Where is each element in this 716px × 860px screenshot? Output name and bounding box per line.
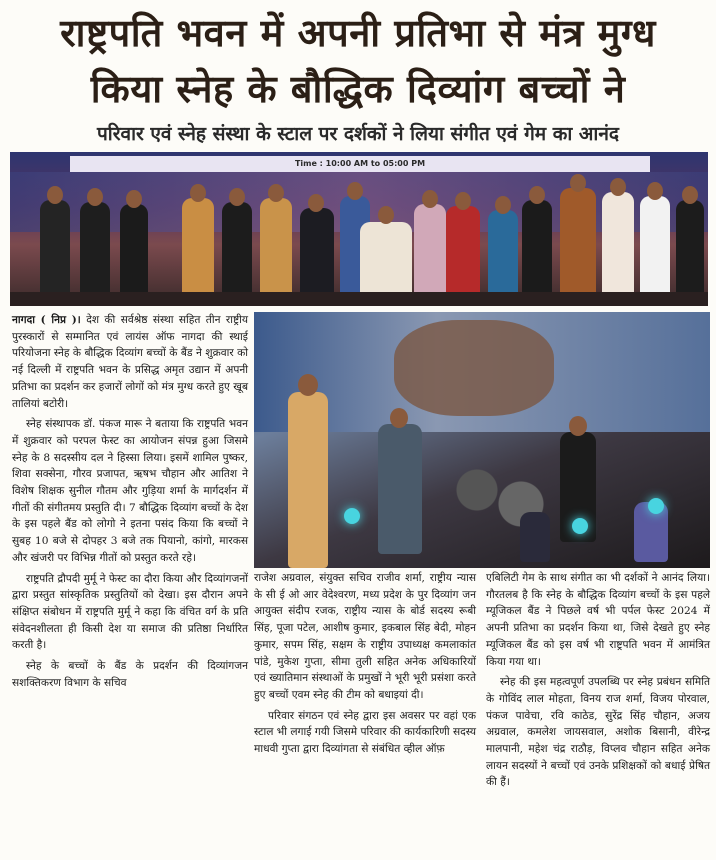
person-head [569, 416, 587, 436]
headline-line-1: राष्ट्रपति भवन में अपनी प्रतिभा से मंत्र मुग्ध [60, 11, 656, 55]
woman-performer [378, 424, 422, 554]
stage-floor [10, 292, 708, 306]
person-head [495, 196, 511, 214]
person [80, 202, 110, 300]
stage-light [648, 498, 664, 514]
article-column-1 [12, 312, 248, 695]
stage-light [572, 518, 588, 534]
person [640, 196, 670, 300]
paragraph-text: देश की सर्वश्रेष्ठ संस्था सहित तीन राष्ट्रीय पुरस्कारों से सम्मानित एवं लायंस ऑफ नागदा की स्थाई परियोजना स्नेह के बौद्धिक दिव्यांग बच्चों के बैंड ने शुक्रवार को नई दिल्ली में राष्ट्रपति भवन के प्रसिद्ध अमृत उद्यान में अपनी प्रतिभा का प्रदर्शन कर हजारों लोगों को मंत्र मुग्ध करते हुए खूब तालियां बटोरी। [12, 314, 249, 410]
paragraph: स्नेह संस्थापक डॉ. पंकज मारू ने बताया कि राष्ट्रपति भवन में शुक्रवार को परपल फेस्ट का आयोजन संपन्न हुआ जिसमे स्नेह के 8 सदस्सीय दल ने हिस्सा लिया। इसमें शामिल पुष्कर, शिवा सक्सेना, गौरव प्रजापत, ऋषभ चौहान और आतिश ने विशेष शिक्षक सुनील गौतम और गुड़िया शर्मा के मार्गदर्शन में गीतों की संगीतमय प्रस्तुति दी। 7 बौद्धिक दिव्यांग बच्चों के देश के इस पहले बैंड को लोगो ने इतना पसंद किया कि बच्चों ने सुबह 10 बजे से दोपहर 3 बजे तक पियानो, कांगो, मारकस और खंजरी पर विभिन्न गीतों को प्रस्तुत करते रहे। [12, 418, 248, 564]
screen-face [394, 320, 554, 416]
paragraph: राजेश अग्रवाल, संयुक्त सचिव राजीव शर्मा, राष्ट्रीय न्यास के सी ई ओ आर वेदेश्वरण, मध्य प्रदेश के पुर दिव्यांग जन आयुक्त संदीप रजक, राष्ट्रीय न्यास के बोर्ड सदस्य रूबी सिंह, पूजा पटेल, आशीष कुमार, इकबाल सिंह बेदी, मोहन कुमार, सपम सिंह, सक्षम के राष्ट्रीय उपाध्यक्ष कमलाकांत पांडे, मुकेश गुप्ता, सीमा तुली सहित अनेक अधिकारियों एवं ख्यातिमान संस्थाओं के प्रमुखों ने भूरी भूरी प्रसंशा करते हुए बच्चों एवम स्नेह की टीम को बधाइयां दी। [254, 572, 476, 701]
person-head [347, 182, 363, 200]
man-with-microphone [288, 392, 328, 568]
person [182, 198, 214, 300]
person-head [529, 186, 545, 204]
subheadline: परिवार एवं स्नेह संस्था के स्टाल पर दर्शकों ने लिया संगीत एवं गेम का आनंद [97, 123, 619, 145]
person [488, 210, 518, 300]
person-head [298, 374, 318, 396]
person-head [87, 188, 103, 206]
person-head [378, 206, 394, 224]
paragraph [12, 312, 248, 412]
group-photo [10, 152, 708, 306]
person-head [682, 186, 698, 204]
president [360, 222, 412, 300]
person-head [422, 190, 438, 208]
stage-light [344, 508, 360, 524]
person-head [47, 186, 63, 204]
band-performance-photo [254, 312, 710, 568]
dateline: नागदा ( निप्र )। [12, 314, 81, 326]
person-head [570, 174, 586, 192]
person [40, 200, 70, 300]
person-head [190, 184, 206, 202]
event-banner: Time : 10:00 AM to 05:00 PM [70, 156, 650, 172]
person-head [610, 178, 626, 196]
paragraph: राष्ट्रपति द्रौपदी मुर्मू ने फेस्ट का दौरा किया और दिव्यांगजनों द्वारा प्रस्तुत सांस्कृतिक प्रस्तुतियों को देखा। इस दौरान अपने संक्षिप्त संबोधन में राष्ट्रपति मुर्मू ने कहा कि वंचित वर्ग के प्रति संवेदनशीलता ही किसी देश या समाज की प्रतिष्ठा निर्धारित करती है। [12, 572, 248, 652]
person [560, 188, 596, 300]
article-column-3 [486, 570, 710, 795]
person [602, 192, 634, 300]
person [676, 200, 704, 300]
person [120, 204, 148, 300]
person-head [268, 184, 284, 202]
article-column-2 [254, 570, 476, 762]
paragraph: स्नेह के बच्चों के बैंड के प्रदर्शन की दिव्यांगजन सशक्तिकरण विभाग के सचिव [12, 660, 248, 689]
person-head [390, 408, 408, 428]
person [300, 208, 334, 300]
person-head [647, 182, 663, 200]
person-head [308, 194, 324, 212]
person [260, 198, 292, 300]
person [446, 206, 480, 300]
person-head [126, 190, 142, 208]
person [414, 204, 446, 300]
paragraph: स्नेह की इस महत्वपूर्ण उपलब्धि पर स्नेह प्रबंधन समिति के गोविंद लाल मोहता, विनय राज शर्मा, विजय पोरवाल, पंकज पावेचा, रवि काठेड, सुरेंद्र सिंह चौहान, अजय अग्रवाल, कमलेश जायसवाल, अशोक बिसानी, वीरेन्द्र मालपानी, महेश चंद्र राठौड़, विप्लव चौहान सहित अनेक लायन सदस्यों ने बच्चों एवं उनके प्रशिक्षकों को बधाई प्रेषित की हैं। [486, 676, 710, 789]
person [222, 202, 252, 300]
person [522, 200, 552, 300]
paragraph: एबिलिटी गेम के साथ संगीत का भी दर्शकों ने आनंद लिया। गौरतलब है कि स्नेह के बौद्धिक दिव्यांग बच्चों के इस पहले म्यूजिकल बैंड ने पिछले वर्ष भी पर्पल फेस्ट 2024 में अपनी प्रतिभा का प्रदर्शन किया था, जिसे देखते हुए स्नेह म्यूजिकल बैंड को इस वर्ष भी राष्ट्रपति भवन में आमंत्रित किया गया था। [486, 572, 710, 668]
person-head [229, 188, 245, 206]
keyboard-player [520, 512, 550, 562]
headline-line-2: किया स्नेह के बौद्धिक दिव्यांग बच्चों ने [90, 67, 626, 111]
paragraph: परिवार संगठन एवं स्नेह द्वारा इस अवसर पर वहां एक स्टाल भी लगाई गयी जिसमे परिवार की कार्यकारिणी सदस्य माधवी गुप्ता द्वारा दिव्यांगता से संबंधित व्हील ऑफ़ [254, 709, 476, 756]
person-head [455, 192, 471, 210]
